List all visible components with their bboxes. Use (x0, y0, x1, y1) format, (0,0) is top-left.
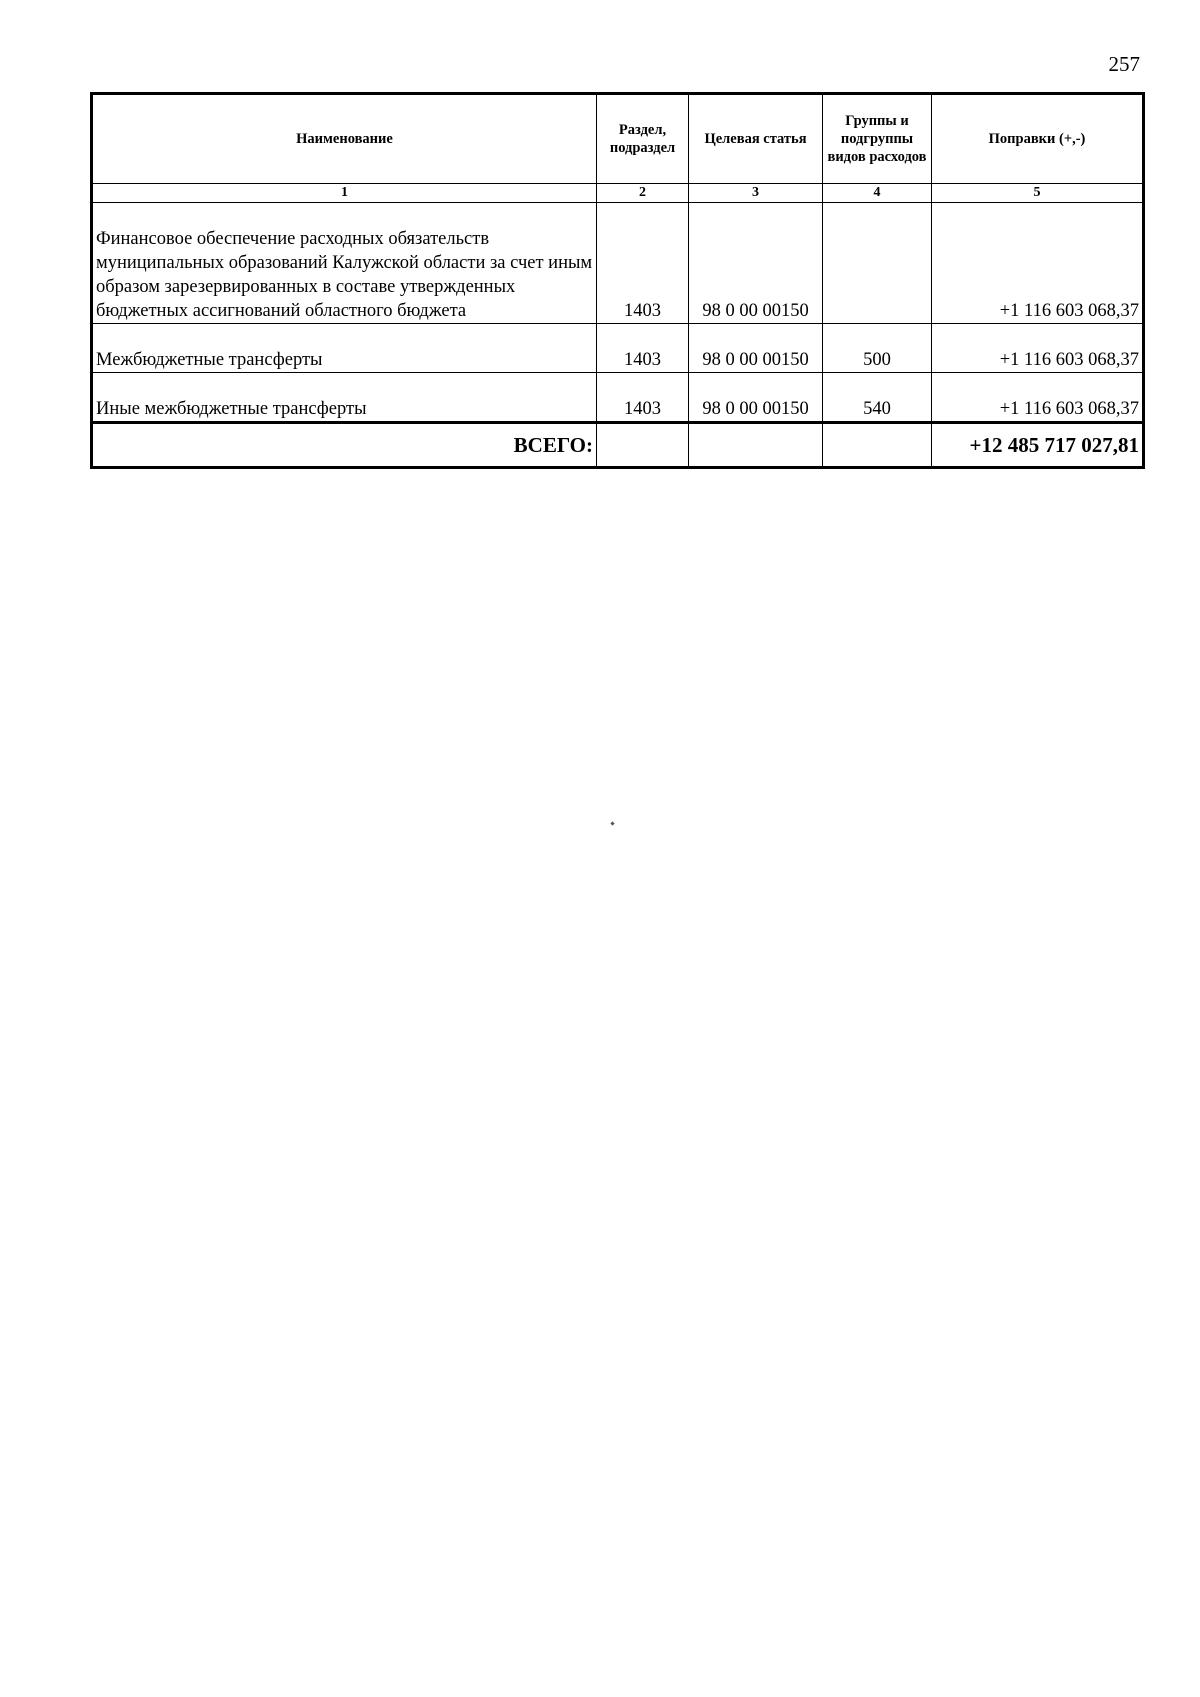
row-expense-group: 500 (823, 324, 932, 373)
budget-amendments-table (90, 92, 1145, 469)
row-target-article: 98 0 00 00150 (689, 324, 823, 373)
column-number: 3 (689, 184, 823, 203)
total-empty-cell (689, 423, 823, 468)
header-name: Наименование (92, 94, 597, 184)
table-row (92, 203, 1144, 324)
column-number: 1 (92, 184, 597, 203)
column-number: 2 (597, 184, 689, 203)
table-row (92, 324, 1144, 373)
column-number: 4 (823, 184, 932, 203)
table-row (92, 373, 1144, 423)
row-amount: +1 116 603 068,37 (932, 324, 1144, 373)
header-expense-groups: Группы и подгруппы видов расходов (823, 94, 932, 184)
scan-speck (610, 821, 614, 825)
row-section: 1403 (597, 373, 689, 423)
row-name: Иные межбюджетные трансферты (92, 373, 597, 423)
row-section: 1403 (597, 324, 689, 373)
total-empty-cell (597, 423, 689, 468)
total-amount: +12 485 717 027,81 (932, 423, 1144, 468)
row-target-article: 98 0 00 00150 (689, 203, 823, 324)
row-amount: +1 116 603 068,37 (932, 203, 1144, 324)
row-name: Финансовое обеспечение расходных обязательств муниципальных образований Калужской области за счет иным образом зарезервированных в составе утвержденных бюджетных ассигнований областного бюджета (92, 203, 597, 324)
row-section: 1403 (597, 203, 689, 324)
row-expense-group (823, 203, 932, 324)
header-amendments: Поправки (+,-) (932, 94, 1144, 184)
table-header-row (92, 94, 1144, 184)
header-section: Раздел, подраздел (597, 94, 689, 184)
column-number-row (92, 184, 1144, 203)
header-target-article: Целевая статья (689, 94, 823, 184)
row-target-article: 98 0 00 00150 (689, 373, 823, 423)
row-amount: +1 116 603 068,37 (932, 373, 1144, 423)
total-empty-cell (823, 423, 932, 468)
row-name: Межбюджетные трансферты (92, 324, 597, 373)
row-expense-group: 540 (823, 373, 932, 423)
page-number: 257 (1108, 52, 1140, 76)
total-row (92, 423, 1144, 468)
total-label: ВСЕГО: (92, 423, 597, 468)
column-number: 5 (932, 184, 1144, 203)
